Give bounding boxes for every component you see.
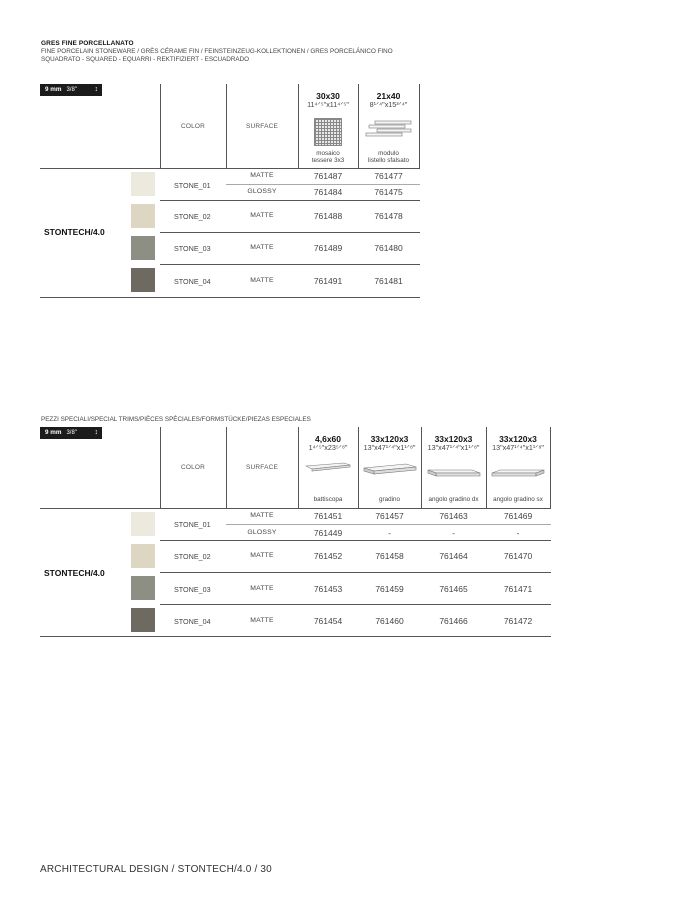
product-code: 761469 bbox=[503, 511, 533, 521]
surface-value: MATTE bbox=[250, 617, 274, 624]
swatch-stone-01 bbox=[131, 512, 155, 536]
format-name: 30x30 bbox=[316, 91, 340, 101]
format-name: 33x120x3 bbox=[499, 434, 537, 444]
row-separator bbox=[160, 264, 420, 265]
thickness-arrow-icon: ↕ bbox=[94, 429, 98, 436]
row-separator bbox=[160, 200, 420, 201]
format-caption: gradino bbox=[378, 496, 400, 503]
product-code: 761475 bbox=[374, 187, 403, 197]
swatch-stone-04 bbox=[131, 608, 155, 632]
format-caption: angolo gradino sx bbox=[493, 496, 543, 503]
product-code: 761453 bbox=[313, 584, 343, 594]
format-inch: 13"x47¹ᐟ⁴"x1¹ᐟ⁸" bbox=[363, 443, 416, 452]
product-code: 761471 bbox=[503, 584, 533, 594]
surface-value: MATTE bbox=[250, 277, 274, 284]
color-name: STONE_01 bbox=[174, 181, 211, 190]
thickness-inch: 3/8" bbox=[66, 87, 77, 93]
product-code: 761470 bbox=[503, 551, 533, 561]
thickness-arrow-icon: ↕ bbox=[94, 86, 98, 93]
format-name: 33x120x3 bbox=[434, 434, 473, 444]
surface-value: MATTE bbox=[250, 512, 274, 519]
step-corner-right-icon bbox=[426, 466, 482, 482]
thickness-mm: 9 mm bbox=[45, 86, 62, 93]
row-separator bbox=[226, 184, 420, 185]
surface-value: MATTE bbox=[250, 552, 274, 559]
series-name: STONTECH/4.0 bbox=[44, 227, 105, 237]
product-code: 761463 bbox=[439, 511, 468, 521]
product-code: 761481 bbox=[374, 276, 403, 286]
section-title: PEZZI SPECIALI/SPECIAL TRIMS/PIÈCES SPÉCIALES/FORMSTÜCKE/PIEZAS ESPECIALES bbox=[41, 416, 311, 423]
format-inch: 1⁴ᐟ⁵"x23⁵ᐟ⁸" bbox=[308, 443, 348, 452]
table2-bottom-line bbox=[40, 636, 551, 637]
product-code: 761449 bbox=[313, 528, 343, 538]
surface-value: GLOSSY bbox=[247, 188, 277, 195]
series-name: STONTECH/4.0 bbox=[44, 568, 105, 578]
table1-bottom-line bbox=[40, 297, 420, 298]
color-column-header: COLOR bbox=[180, 123, 206, 130]
row-separator bbox=[160, 232, 420, 233]
format-caption: battiscopa bbox=[313, 496, 343, 503]
format-name: 33x120x3 bbox=[370, 434, 409, 444]
format-inch: 13"x47¹ᐟ⁴"x1¹ᐟ⁸" bbox=[492, 443, 544, 452]
format-name: 21x40 bbox=[376, 91, 401, 101]
surface-value: MATTE bbox=[250, 212, 274, 219]
product-code: 761491 bbox=[313, 276, 343, 286]
format-caption: mosaico bbox=[316, 150, 340, 157]
swatch-stone-03 bbox=[131, 576, 155, 600]
color-name: STONE_02 bbox=[174, 552, 211, 561]
surface-column-header: SURFACE bbox=[245, 123, 279, 130]
surface-value: GLOSSY bbox=[247, 529, 277, 536]
staggered-strips-icon bbox=[365, 120, 413, 140]
format-inch: 8¹ᐟ⁴"x15³ᐟ⁴" bbox=[369, 100, 408, 109]
format-inch: 13"x47¹ᐟ⁴"x1¹ᐟ⁸" bbox=[427, 443, 480, 452]
product-code: 761472 bbox=[503, 616, 533, 626]
color-name: STONE_03 bbox=[174, 585, 211, 594]
header-title: GRES FINE PORCELLANATO bbox=[41, 40, 134, 47]
thickness-badge bbox=[40, 427, 102, 439]
thickness-inch: 3/8" bbox=[66, 430, 77, 436]
product-code: 761454 bbox=[313, 616, 343, 626]
product-code: 761489 bbox=[313, 243, 343, 253]
page-header bbox=[41, 40, 641, 64]
format-caption: listello sfalsato bbox=[368, 157, 409, 164]
format-caption: tessere 3x3 bbox=[311, 157, 345, 164]
product-code: 761451 bbox=[313, 511, 343, 521]
color-name: STONE_01 bbox=[174, 520, 211, 529]
swatch-stone-02 bbox=[131, 544, 155, 568]
page-footer: ARCHITECTURAL DESIGN / STONTECH/4.0 / 30 bbox=[40, 864, 272, 875]
product-code: 761477 bbox=[374, 171, 403, 181]
product-code: 761459 bbox=[375, 584, 404, 594]
color-name: STONE_04 bbox=[174, 617, 211, 626]
product-code: 761460 bbox=[375, 616, 404, 626]
product-code: 761466 bbox=[439, 616, 468, 626]
color-name: STONE_04 bbox=[174, 277, 211, 286]
product-code: 761480 bbox=[374, 243, 403, 253]
product-code: - bbox=[452, 528, 455, 538]
header-edge-type: SQUADRATO - SQUARED - EQUARRI - REKTIFIZIERT - ESCUADRADO bbox=[41, 56, 250, 63]
table1-body-top-line bbox=[40, 168, 420, 169]
mosaic-icon bbox=[314, 118, 342, 146]
swatch-stone-03 bbox=[131, 236, 155, 260]
thickness-badge bbox=[40, 84, 102, 96]
format-name: 4,6x60 bbox=[315, 434, 341, 444]
row-separator bbox=[160, 572, 551, 573]
color-column-header: COLOR bbox=[180, 464, 206, 471]
surface-value: MATTE bbox=[250, 244, 274, 251]
header-subtitle: FINE PORCELAIN STONEWARE / GRÈS CÉRAME FIN / FEINSTEINZEUG-KOLLEKTIONEN / GRES PORCELÁNICO FINO bbox=[41, 48, 393, 55]
product-code: 761465 bbox=[439, 584, 468, 594]
format-caption: angolo gradino dx bbox=[428, 496, 479, 503]
table2-divider bbox=[550, 427, 551, 509]
color-name: STONE_03 bbox=[174, 244, 211, 253]
step-icon bbox=[362, 462, 418, 478]
step-corner-left-icon bbox=[490, 466, 546, 482]
row-separator bbox=[226, 524, 551, 525]
thickness-mm: 9 mm bbox=[45, 429, 62, 436]
swatch-stone-01 bbox=[131, 172, 155, 196]
skirting-icon bbox=[304, 462, 352, 474]
swatch-stone-02 bbox=[131, 204, 155, 228]
row-separator bbox=[160, 540, 551, 541]
product-code: 761452 bbox=[313, 551, 343, 561]
product-code: 761464 bbox=[439, 551, 468, 561]
surface-value: MATTE bbox=[250, 585, 274, 592]
table2-body-top-line bbox=[40, 508, 551, 509]
surface-column-header: SURFACE bbox=[245, 464, 279, 471]
table1-divider bbox=[419, 84, 420, 168]
color-name: STONE_02 bbox=[174, 212, 211, 221]
product-code: - bbox=[388, 528, 391, 538]
format-caption: modulo bbox=[378, 150, 399, 157]
row-separator bbox=[160, 604, 551, 605]
product-code: 761458 bbox=[375, 551, 404, 561]
product-code: - bbox=[516, 528, 520, 538]
product-code: 761484 bbox=[313, 187, 343, 197]
product-code: 761457 bbox=[375, 511, 404, 521]
product-code: 761478 bbox=[374, 211, 403, 221]
surface-value: MATTE bbox=[250, 172, 274, 179]
format-inch: 11⁴ᐟ⁵"x11⁴ᐟ⁵" bbox=[307, 100, 349, 109]
product-code: 761487 bbox=[313, 171, 343, 181]
swatch-stone-04 bbox=[131, 268, 155, 292]
product-code: 761488 bbox=[313, 211, 343, 221]
